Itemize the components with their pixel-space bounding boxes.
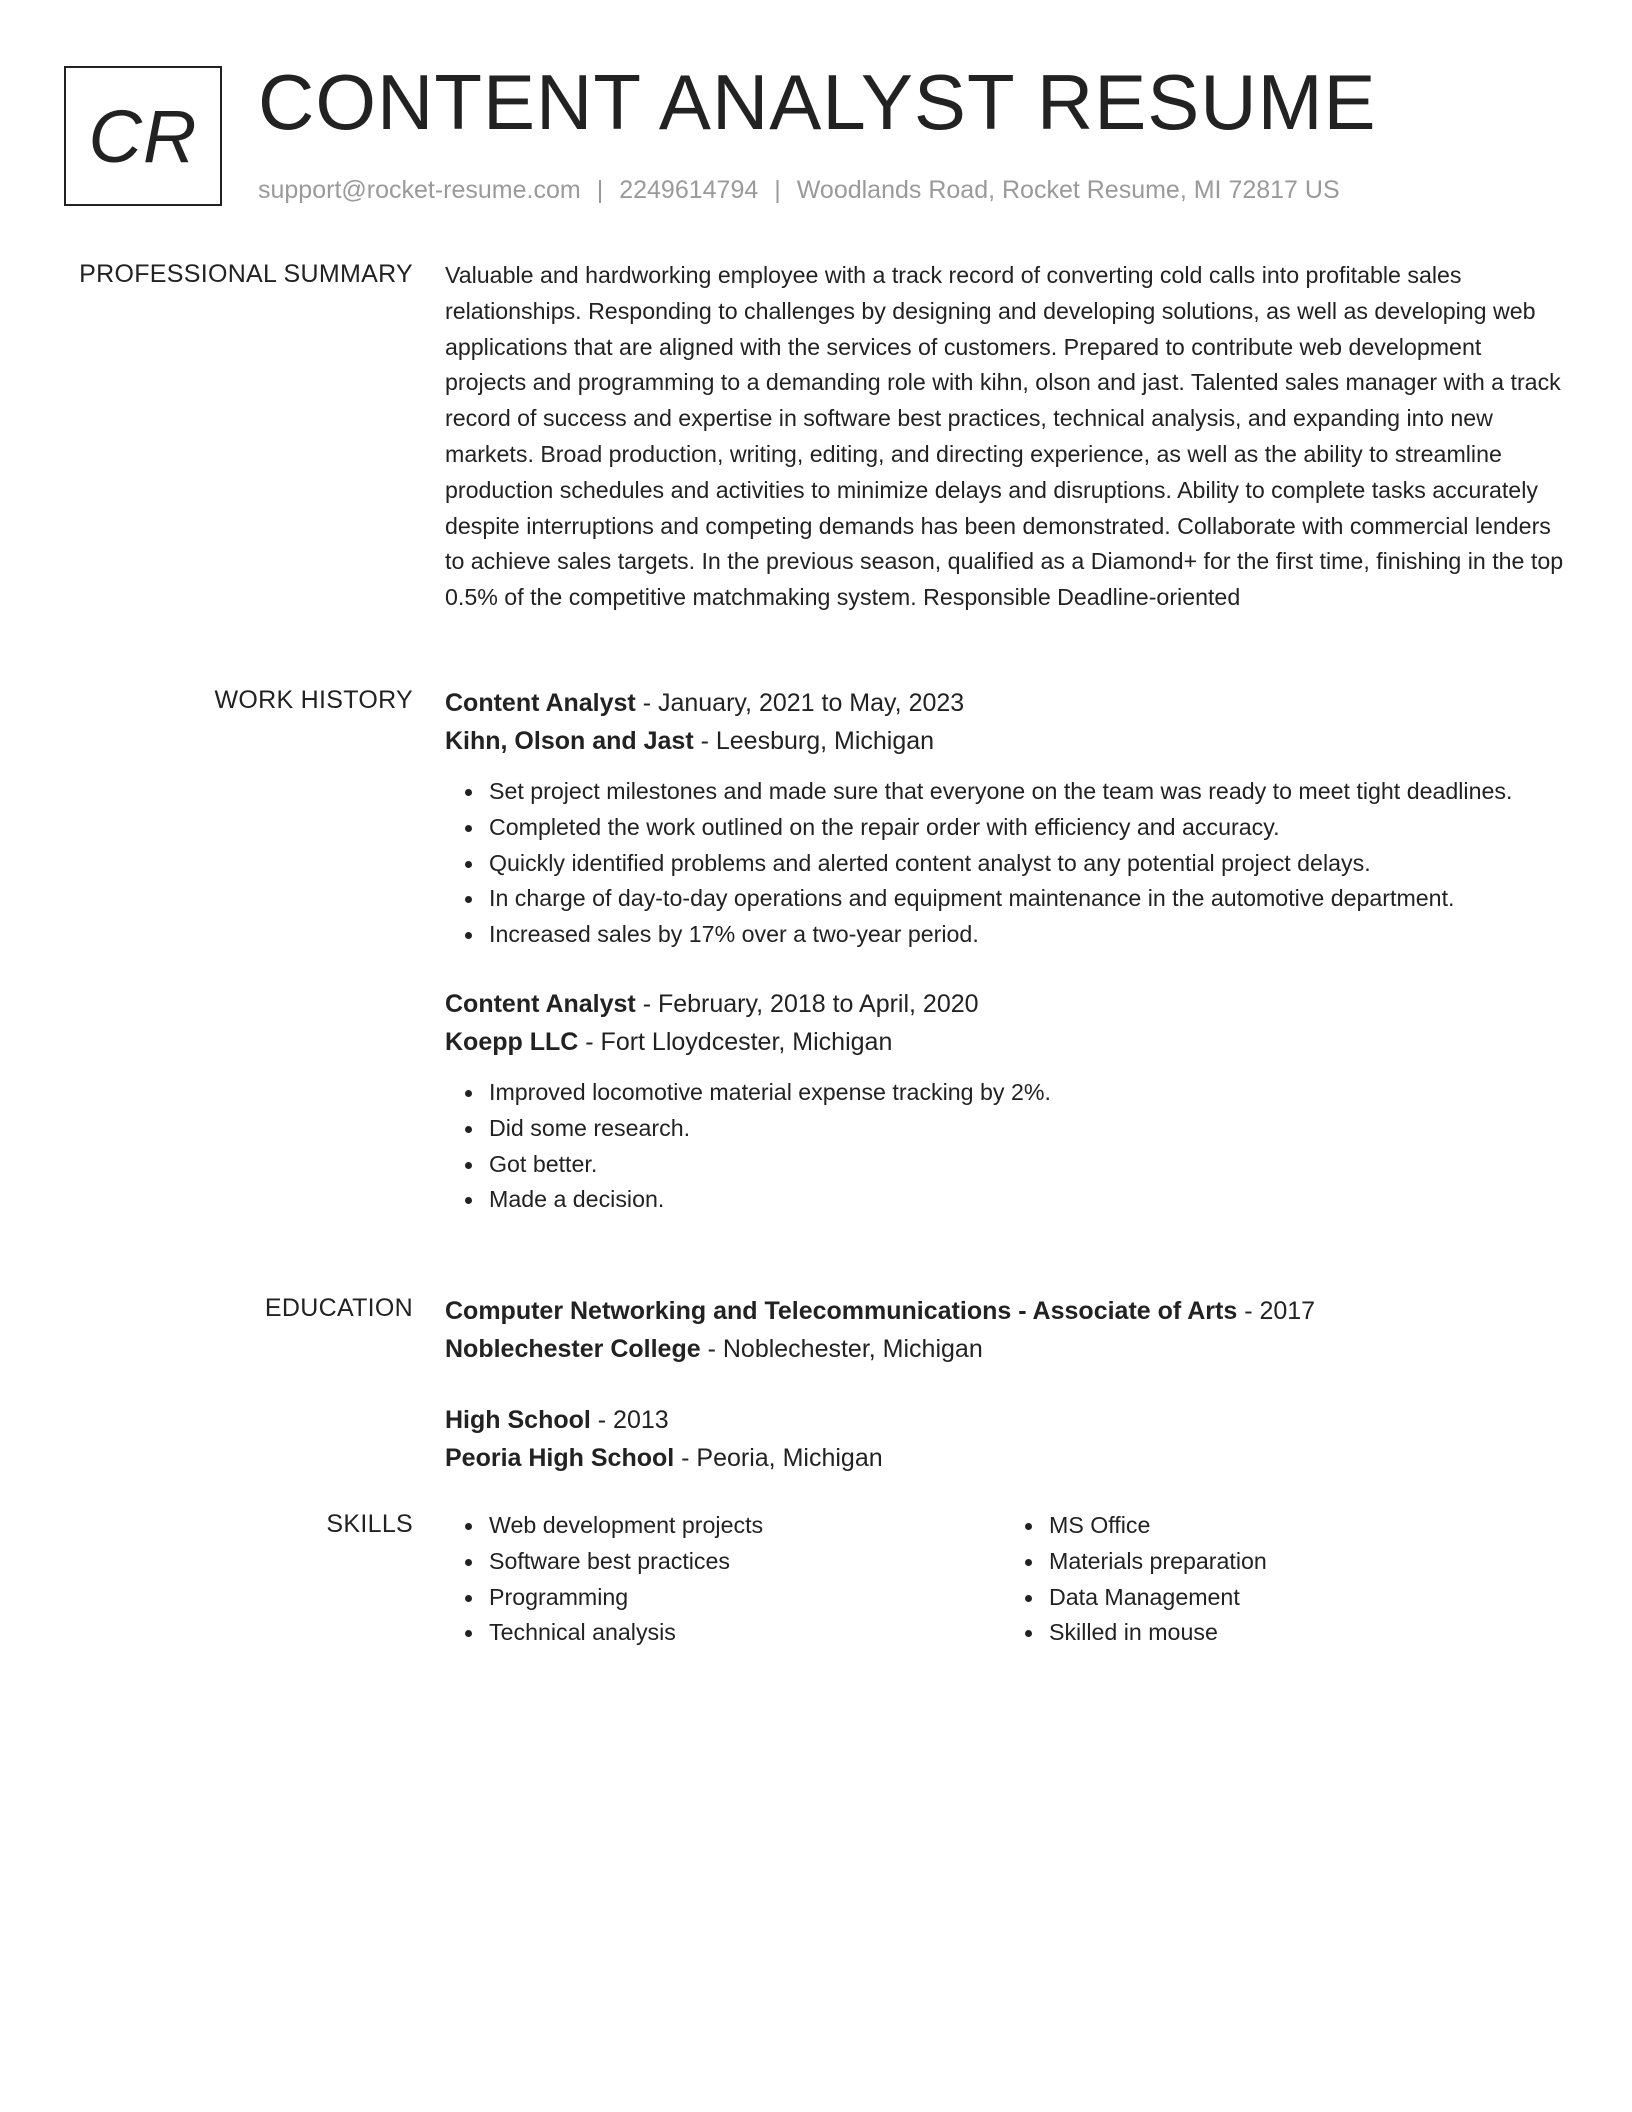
skill-item: Programming (489, 1580, 1005, 1616)
skills-body (445, 1508, 1565, 1651)
skill-item: Data Management (1049, 1580, 1565, 1616)
work-history-body (445, 684, 1565, 1218)
education-entry (445, 1401, 1565, 1477)
job-bullet: Quickly identified problems and alerted content analyst to any potential project delays. (489, 846, 1565, 882)
skills-list-right (1005, 1508, 1565, 1651)
job-bullets (445, 774, 1565, 953)
education-year: - 2013 (590, 1406, 669, 1434)
section-label-summary: PROFESSIONAL SUMMARY (79, 260, 413, 288)
summary-text: Valuable and hardworking employee with a track record of converting cold calls into profitable sales relationships. Responding to challenges by designing and developing solutions, as well as developing web applications that are aligned with the services of customers. Prepared to contribute web development projects and programming to a demanding role with kihn, olson and jast. Talented sales manager with a track record of success and expertise in software best practices, technical analysis, and expanding into new markets. Broad production, writing, editing, and directing experience, as well as the ability to streamline production schedules and activities to minimize delays and disruptions. Ability to complete tasks accurately despite interruptions and competing demands has been demonstrated. Collaborate with commercial lenders to achieve sales targets. In the previous season, qualified as a Diamond+ for the first time, finishing in the top 0.5% of the competitive matchmaking system. Responsible Deadline-oriented (445, 262, 1564, 611)
job-bullets (445, 1075, 1565, 1218)
skill-item: Skilled in mouse (1049, 1615, 1565, 1651)
education-degree: High School (445, 1406, 591, 1434)
section-label-education: EDUCATION (264, 1294, 413, 1322)
job-company: Koepp LLC (445, 1027, 579, 1056)
section-label-skills: SKILLS (326, 1510, 413, 1538)
skill-item: MS Office (1049, 1508, 1565, 1544)
job-location: - Leesburg, Michigan (693, 727, 935, 755)
job-dates: - February, 2018 to April, 2020 (635, 989, 979, 1018)
job-title: Content Analyst (445, 689, 636, 717)
education-year: - 2017 (1237, 1297, 1316, 1325)
job-entry (445, 684, 1565, 953)
education-degree-line (445, 1292, 1565, 1330)
education-school-line (445, 1439, 1565, 1477)
education-school-line (445, 1330, 1565, 1368)
education-entry (445, 1292, 1565, 1368)
job-bullet: Got better. (489, 1147, 1565, 1183)
job-company-line (445, 722, 1565, 760)
education-degree-line (445, 1401, 1565, 1439)
skill-item: Technical analysis (489, 1615, 1005, 1651)
job-bullet: Completed the work outlined on the repair order with efficiency and accuracy. (489, 810, 1565, 846)
job-bullet: Improved locomotive material expense tracking by 2%. (489, 1075, 1565, 1111)
section-label-work-history: WORK HISTORY (214, 686, 413, 714)
education-location: - Peoria, Michigan (674, 1444, 883, 1472)
education-body (445, 1292, 1565, 1477)
contact-separator: | (774, 176, 781, 204)
job-title-line (445, 684, 1565, 722)
job-title: Content Analyst (445, 989, 636, 1018)
education-school: Peoria High School (445, 1444, 675, 1472)
skill-item: Web development projects (489, 1508, 1005, 1544)
job-dates: - January, 2021 to May, 2023 (635, 689, 965, 717)
job-bullet: Made a decision. (489, 1182, 1565, 1218)
contact-line (258, 174, 1340, 206)
job-bullet: Set project milestones and made sure that everyone on the team was ready to meet tight deadlines. (489, 774, 1565, 810)
job-bullet: Did some research. (489, 1111, 1565, 1147)
resume-title: CONTENT ANALYST RESUME (258, 58, 1377, 146)
job-company: Kihn, Olson and Jast (445, 727, 694, 755)
skills-list-left (445, 1508, 1005, 1651)
contact-separator: | (596, 176, 604, 204)
education-degree: Computer Networking and Telecommunications - Associate of Arts (445, 1297, 1238, 1325)
education-school: Noblechester College (445, 1335, 701, 1363)
skill-item: Software best practices (489, 1544, 1005, 1580)
monogram-box (64, 66, 222, 206)
contact-address: Woodlands Road, Rocket Resume, MI 72817 US (796, 176, 1340, 204)
job-title-line (445, 985, 1565, 1023)
contact-email: support@rocket-resume.com (258, 176, 581, 204)
monogram-initials: CR (88, 94, 198, 178)
education-location: - Noblechester, Michigan (700, 1335, 983, 1363)
summary-body (445, 258, 1565, 616)
job-location: - Fort Lloydcester, Michigan (578, 1027, 893, 1056)
contact-phone: 2249614794 (619, 176, 759, 204)
job-entry (445, 985, 1565, 1218)
skill-item: Materials preparation (1049, 1544, 1565, 1580)
job-company-line (445, 1023, 1565, 1061)
job-bullet: In charge of day-to-day operations and equipment maintenance in the automotive department. (489, 881, 1565, 917)
job-bullet: Increased sales by 17% over a two-year period. (489, 917, 1565, 953)
